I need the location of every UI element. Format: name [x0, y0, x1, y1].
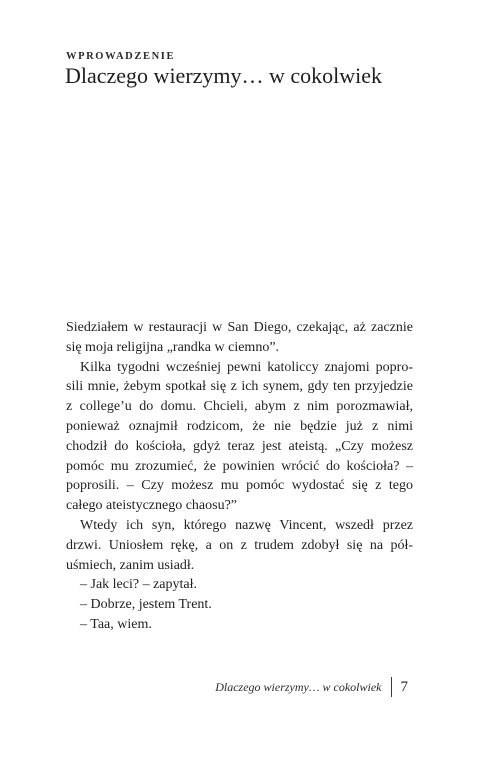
text-line: Siedziałem w restauracji w San Diego, czekając, aż zacznie	[66, 320, 413, 335]
section-kicker: WPROWADZENIE	[66, 51, 176, 62]
text-line: chodził do kościoła, gdyż teraz jest ateistą. „Czy możesz	[66, 438, 413, 454]
footer-divider	[391, 677, 392, 697]
text-line: – Taa, wiem.	[80, 616, 152, 632]
chapter-title: Dlaczego wierzymy… w cokolwiek	[65, 63, 383, 88]
text-line: Wtedy ich syn, którego nazwę Vincent, wszedł przez	[80, 517, 413, 533]
text-line: uśmiech, zanim usiadł.	[66, 557, 195, 573]
page-footer	[215, 676, 408, 698]
text-line: całego ateistycznego chaosu?”	[66, 498, 238, 514]
text-line: poprosili. – Czy możesz mu pomóc wydostać się z tego	[66, 478, 413, 494]
text-line: – Dobrze, jestem Trent.	[80, 597, 212, 613]
body-text	[66, 318, 413, 635]
text-line: drzwi. Uniosłem rękę, a on z trudem zdobył się na pół-	[66, 537, 413, 553]
text-line: – Jak leci? – zapytał.	[80, 577, 198, 593]
text-line: ponieważ oznajmił rodzicom, że nie będzie już z nimi	[66, 418, 413, 434]
text-line: Kilka tygodni wcześniej pewni katoliccy znajomi popro-	[80, 359, 413, 375]
text-line: z college’u do domu. Chcieli, abym z nim porozmawiał,	[66, 399, 413, 415]
text-line: pomóc mu zrozumieć, że powinien wrócić do kościoła? –	[66, 458, 413, 474]
page-number: 7	[400, 678, 408, 695]
text-line: sili mnie, żebym spotkał się z ich synem, gdy ten przyjedzie	[66, 379, 413, 395]
text-line: się moja religijna „randka w ciemno”.	[66, 339, 280, 355]
running-head: Dlaczego wierzymy… w cokolwiek	[215, 679, 382, 694]
